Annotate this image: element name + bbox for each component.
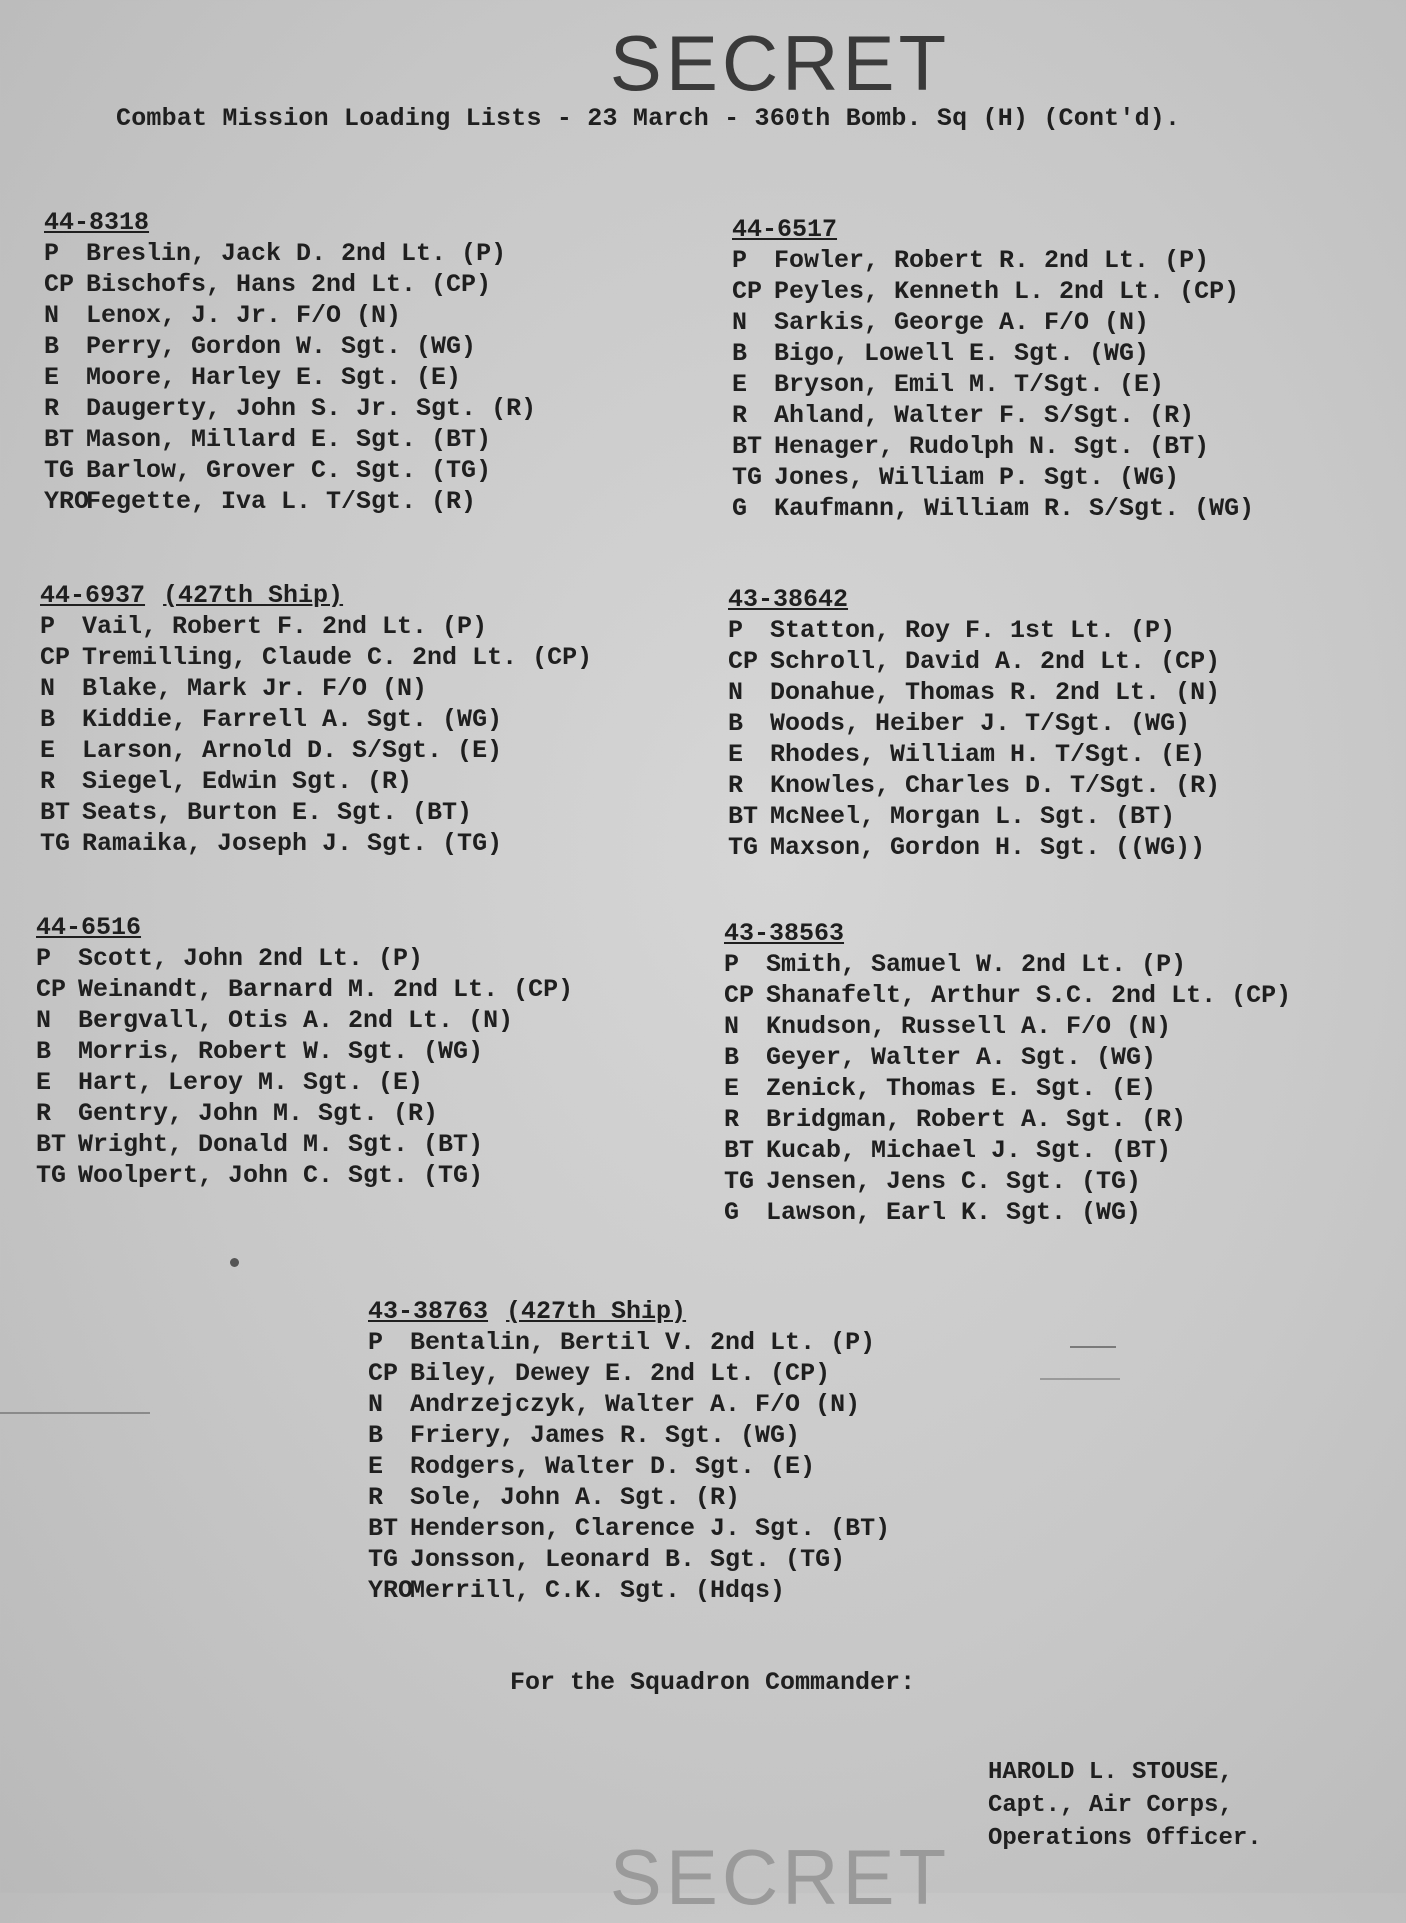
crew-position: G (724, 1198, 740, 1227)
crew-name: Scott, John 2nd Lt. (P) (78, 944, 424, 973)
crew-position: B (732, 339, 748, 368)
crew-position: BT (368, 1514, 399, 1543)
aircraft-block (36, 912, 716, 1191)
crew-entry (732, 276, 1406, 307)
crew-entry (728, 801, 1406, 832)
crew-entry (728, 832, 1406, 863)
crew-position: R (732, 401, 748, 430)
crew-position: N (732, 308, 748, 337)
crew-entry (40, 735, 720, 766)
crew-entry (44, 455, 724, 486)
aircraft-block (40, 580, 720, 859)
stray-line (0, 1412, 150, 1414)
crew-entry (44, 424, 724, 455)
document-heading: Combat Mission Loading Lists - 23 March - 360th Bomb. Sq (H) (Cont'd). (116, 104, 1181, 133)
crew-entry (724, 1197, 1404, 1228)
crew-entry (44, 300, 724, 331)
crew-name: Moore, Harley E. Sgt. (E) (86, 363, 462, 392)
aircraft-serial-header (368, 1296, 1048, 1327)
crew-entry (724, 949, 1404, 980)
crew-name: Hart, Leroy M. Sgt. (E) (78, 1068, 424, 1097)
crew-name: Ahland, Walter F. S/Sgt. (R) (774, 401, 1195, 430)
crew-name: Kiddie, Farrell A. Sgt. (WG) (82, 705, 503, 734)
crew-name: Rhodes, William H. T/Sgt. (E) (770, 740, 1206, 769)
crew-position: E (732, 370, 748, 399)
crew-name: Woolpert, John C. Sgt. (TG) (78, 1161, 484, 1190)
crew-name: Woods, Heiber J. T/Sgt. (WG) (770, 709, 1191, 738)
crew-position: TG (724, 1167, 755, 1196)
aircraft-note: (427th Ship) (163, 581, 344, 610)
crew-name: Henderson, Clarence J. Sgt. (BT) (410, 1514, 891, 1543)
stray-line (1040, 1378, 1120, 1380)
crew-entry (36, 1098, 716, 1129)
crew-position: CP (728, 647, 759, 676)
aircraft-serial: 43-38563 (724, 919, 845, 948)
crew-name: Kaufmann, William R. S/Sgt. (WG) (774, 494, 1255, 523)
crew-name: Daugerty, John S. Jr. Sgt. (R) (86, 394, 537, 423)
crew-position: P (368, 1328, 384, 1357)
crew-entry (44, 269, 724, 300)
crew-name: Breslin, Jack D. 2nd Lt. (P) (86, 239, 507, 268)
crew-name: Ramaika, Joseph J. Sgt. (TG) (82, 829, 503, 858)
crew-position: B (44, 332, 60, 361)
crew-position: E (44, 363, 60, 392)
crew-entry (36, 974, 716, 1005)
crew-position: R (44, 394, 60, 423)
aircraft-serial: 44-8318 (44, 208, 150, 237)
crew-entry (728, 615, 1406, 646)
signature-name: HAROLD L. STOUSE, (988, 1759, 1233, 1786)
crew-position: P (724, 950, 740, 979)
crew-name: Bryson, Emil M. T/Sgt. (E) (774, 370, 1165, 399)
secret-stamp-bottom: SECRET (609, 1833, 951, 1921)
crew-name: Fowler, Robert R. 2nd Lt. (P) (774, 246, 1210, 275)
crew-position: E (36, 1068, 52, 1097)
crew-name: Zenick, Thomas E. Sgt. (E) (766, 1074, 1157, 1103)
crew-entry (728, 646, 1406, 677)
crew-name: Morris, Robert W. Sgt. (WG) (78, 1037, 484, 1066)
crew-entry (368, 1544, 1048, 1575)
crew-entry (40, 766, 720, 797)
crew-position: CP (36, 975, 67, 1004)
crew-position: CP (368, 1359, 399, 1388)
crew-entry (36, 1067, 716, 1098)
crew-name: Bridgman, Robert A. Sgt. (R) (766, 1105, 1187, 1134)
aircraft-block (724, 918, 1404, 1228)
crew-entry (724, 1042, 1404, 1073)
aircraft-block (368, 1296, 1048, 1606)
aircraft-note: (427th Ship) (506, 1297, 687, 1326)
crew-entry (44, 362, 724, 393)
crew-name: Maxson, Gordon H. Sgt. ((WG)) (770, 833, 1206, 862)
crew-entry (732, 338, 1406, 369)
crew-position: P (40, 612, 56, 641)
crew-entry (40, 673, 720, 704)
crew-position: TG (44, 456, 75, 485)
crew-name: Smith, Samuel W. 2nd Lt. (P) (766, 950, 1187, 979)
aircraft-block (44, 207, 724, 517)
crew-entry (732, 431, 1406, 462)
crew-name: McNeel, Morgan L. Sgt. (BT) (770, 802, 1176, 831)
signature-title: Operations Officer. (988, 1825, 1262, 1852)
aircraft-serial: 44-6516 (36, 913, 142, 942)
crew-entry (36, 1036, 716, 1067)
crew-name: Blake, Mark Jr. F/O (N) (82, 674, 428, 703)
crew-position: TG (368, 1545, 399, 1574)
crew-name: Statton, Roy F. 1st Lt. (P) (770, 616, 1176, 645)
crew-entry (728, 770, 1406, 801)
crew-name: Knudson, Russell A. F/O (N) (766, 1012, 1172, 1041)
crew-entry (40, 642, 720, 673)
crew-name: Fegette, Iva L. T/Sgt. (R) (86, 487, 477, 516)
aircraft-block (728, 584, 1406, 863)
crew-entry (724, 1104, 1404, 1135)
crew-name: Vail, Robert F. 2nd Lt. (P) (82, 612, 488, 641)
crew-name: Kucab, Michael J. Sgt. (BT) (766, 1136, 1172, 1165)
crew-name: Lenox, J. Jr. F/O (N) (86, 301, 402, 330)
crew-position: BT (36, 1130, 67, 1159)
crew-entry (368, 1513, 1048, 1544)
crew-position: TG (732, 463, 763, 492)
aircraft-serial-header (728, 584, 1406, 615)
crew-name: Lawson, Earl K. Sgt. (WG) (766, 1198, 1142, 1227)
crew-entry (40, 828, 720, 859)
aircraft-block (732, 214, 1406, 524)
crew-entry (368, 1327, 1048, 1358)
stray-dot (230, 1258, 239, 1267)
crew-position: CP (732, 277, 763, 306)
aircraft-serial-header (724, 918, 1404, 949)
crew-position: BT (724, 1136, 755, 1165)
crew-name: Peyles, Kenneth L. 2nd Lt. (CP) (774, 277, 1240, 306)
crew-entry (44, 393, 724, 424)
crew-entry (368, 1482, 1048, 1513)
crew-entry (44, 238, 724, 269)
crew-entry (732, 400, 1406, 431)
crew-position: BT (732, 432, 763, 461)
crew-name: Bentalin, Bertil V. 2nd Lt. (P) (410, 1328, 876, 1357)
stray-line (1070, 1346, 1116, 1348)
crew-entry (728, 708, 1406, 739)
crew-name: Jonsson, Leonard B. Sgt. (TG) (410, 1545, 846, 1574)
crew-entry (40, 611, 720, 642)
crew-position: P (728, 616, 744, 645)
crew-name: Rodgers, Walter D. Sgt. (E) (410, 1452, 816, 1481)
crew-position: B (40, 705, 56, 734)
crew-entry (368, 1420, 1048, 1451)
crew-name: Merrill, C.K. Sgt. (Hdqs) (410, 1576, 786, 1605)
crew-entry (36, 1005, 716, 1036)
crew-position: R (724, 1105, 740, 1134)
crew-entry (368, 1575, 1048, 1606)
crew-name: Geyer, Walter A. Sgt. (WG) (766, 1043, 1157, 1072)
crew-entry (732, 369, 1406, 400)
crew-position: E (40, 736, 56, 765)
crew-position: B (368, 1421, 384, 1450)
crew-position: N (368, 1390, 384, 1419)
crew-entry (732, 462, 1406, 493)
crew-position: CP (44, 270, 75, 299)
crew-name: Seats, Burton E. Sgt. (BT) (82, 798, 473, 827)
crew-position: P (44, 239, 60, 268)
crew-name: Wright, Donald M. Sgt. (BT) (78, 1130, 484, 1159)
crew-entry (44, 331, 724, 362)
crew-name: Sole, John A. Sgt. (R) (410, 1483, 741, 1512)
crew-position: N (724, 1012, 740, 1041)
crew-entry (40, 704, 720, 735)
closing-line: For the Squadron Commander: (510, 1668, 916, 1697)
crew-position: BT (728, 802, 759, 831)
crew-entry (368, 1389, 1048, 1420)
crew-name: Andrzejczyk, Walter A. F/O (N) (410, 1390, 861, 1419)
crew-name: Henager, Rudolph N. Sgt. (BT) (774, 432, 1210, 461)
crew-position: CP (724, 981, 755, 1010)
crew-entry (728, 677, 1406, 708)
crew-position: BT (40, 798, 71, 827)
aircraft-serial: 43-38763 (368, 1297, 489, 1326)
crew-position: YRO (44, 487, 90, 516)
crew-entry (44, 486, 724, 517)
crew-position: N (728, 678, 744, 707)
crew-position: R (368, 1483, 384, 1512)
crew-entry (728, 739, 1406, 770)
crew-name: Jones, William P. Sgt. (WG) (774, 463, 1180, 492)
crew-position: G (732, 494, 748, 523)
aircraft-serial: 43-38642 (728, 585, 849, 614)
crew-entry (368, 1451, 1048, 1482)
crew-entry (724, 1135, 1404, 1166)
crew-entry (36, 1160, 716, 1191)
crew-name: Schroll, David A. 2nd Lt. (CP) (770, 647, 1221, 676)
crew-position: P (732, 246, 748, 275)
crew-entry (724, 980, 1404, 1011)
secret-stamp-top: SECRET (609, 19, 951, 107)
crew-position: E (724, 1074, 740, 1103)
crew-entry (36, 943, 716, 974)
signature-rank: Capt., Air Corps, (988, 1792, 1233, 1819)
crew-entry (368, 1358, 1048, 1389)
crew-entry (36, 1129, 716, 1160)
crew-name: Perry, Gordon W. Sgt. (WG) (86, 332, 477, 361)
crew-name: Biley, Dewey E. 2nd Lt. (CP) (410, 1359, 831, 1388)
crew-name: Mason, Millard E. Sgt. (BT) (86, 425, 492, 454)
crew-name: Siegel, Edwin Sgt. (R) (82, 767, 413, 796)
crew-position: N (40, 674, 56, 703)
crew-name: Jensen, Jens C. Sgt. (TG) (766, 1167, 1142, 1196)
crew-name: Weinandt, Barnard M. 2nd Lt. (CP) (78, 975, 574, 1004)
crew-position: R (36, 1099, 52, 1128)
crew-position: E (728, 740, 744, 769)
crew-position: B (728, 709, 744, 738)
aircraft-serial-header (36, 912, 716, 943)
aircraft-serial: 44-6937 (40, 581, 146, 610)
crew-entry (40, 797, 720, 828)
crew-entry (732, 245, 1406, 276)
crew-position: N (36, 1006, 52, 1035)
aircraft-serial-header (40, 580, 720, 611)
crew-name: Friery, James R. Sgt. (WG) (410, 1421, 801, 1450)
crew-name: Sarkis, George A. F/O (N) (774, 308, 1150, 337)
crew-position: B (724, 1043, 740, 1072)
crew-position: R (40, 767, 56, 796)
aircraft-serial-header (44, 207, 724, 238)
aircraft-serial-header (732, 214, 1406, 245)
crew-position: TG (40, 829, 71, 858)
crew-position: BT (44, 425, 75, 454)
crew-name: Tremilling, Claude C. 2nd Lt. (CP) (82, 643, 593, 672)
crew-position: E (368, 1452, 384, 1481)
crew-position: R (728, 771, 744, 800)
crew-position: B (36, 1037, 52, 1066)
crew-name: Knowles, Charles D. T/Sgt. (R) (770, 771, 1221, 800)
crew-entry (724, 1073, 1404, 1104)
crew-name: Bischofs, Hans 2nd Lt. (CP) (86, 270, 492, 299)
crew-position: N (44, 301, 60, 330)
crew-position: TG (36, 1161, 67, 1190)
crew-entry (724, 1166, 1404, 1197)
crew-name: Shanafelt, Arthur S.C. 2nd Lt. (CP) (766, 981, 1292, 1010)
crew-name: Bigo, Lowell E. Sgt. (WG) (774, 339, 1150, 368)
crew-entry (724, 1011, 1404, 1042)
crew-position: P (36, 944, 52, 973)
crew-name: Larson, Arnold D. S/Sgt. (E) (82, 736, 503, 765)
crew-position: YRO (368, 1576, 414, 1605)
crew-entry (732, 307, 1406, 338)
crew-name: Gentry, John M. Sgt. (R) (78, 1099, 439, 1128)
crew-name: Bergvall, Otis A. 2nd Lt. (N) (78, 1006, 514, 1035)
crew-position: TG (728, 833, 759, 862)
crew-name: Donahue, Thomas R. 2nd Lt. (N) (770, 678, 1221, 707)
aircraft-serial: 44-6517 (732, 215, 838, 244)
crew-entry (732, 493, 1406, 524)
crew-position: CP (40, 643, 71, 672)
crew-name: Barlow, Grover C. Sgt. (TG) (86, 456, 492, 485)
